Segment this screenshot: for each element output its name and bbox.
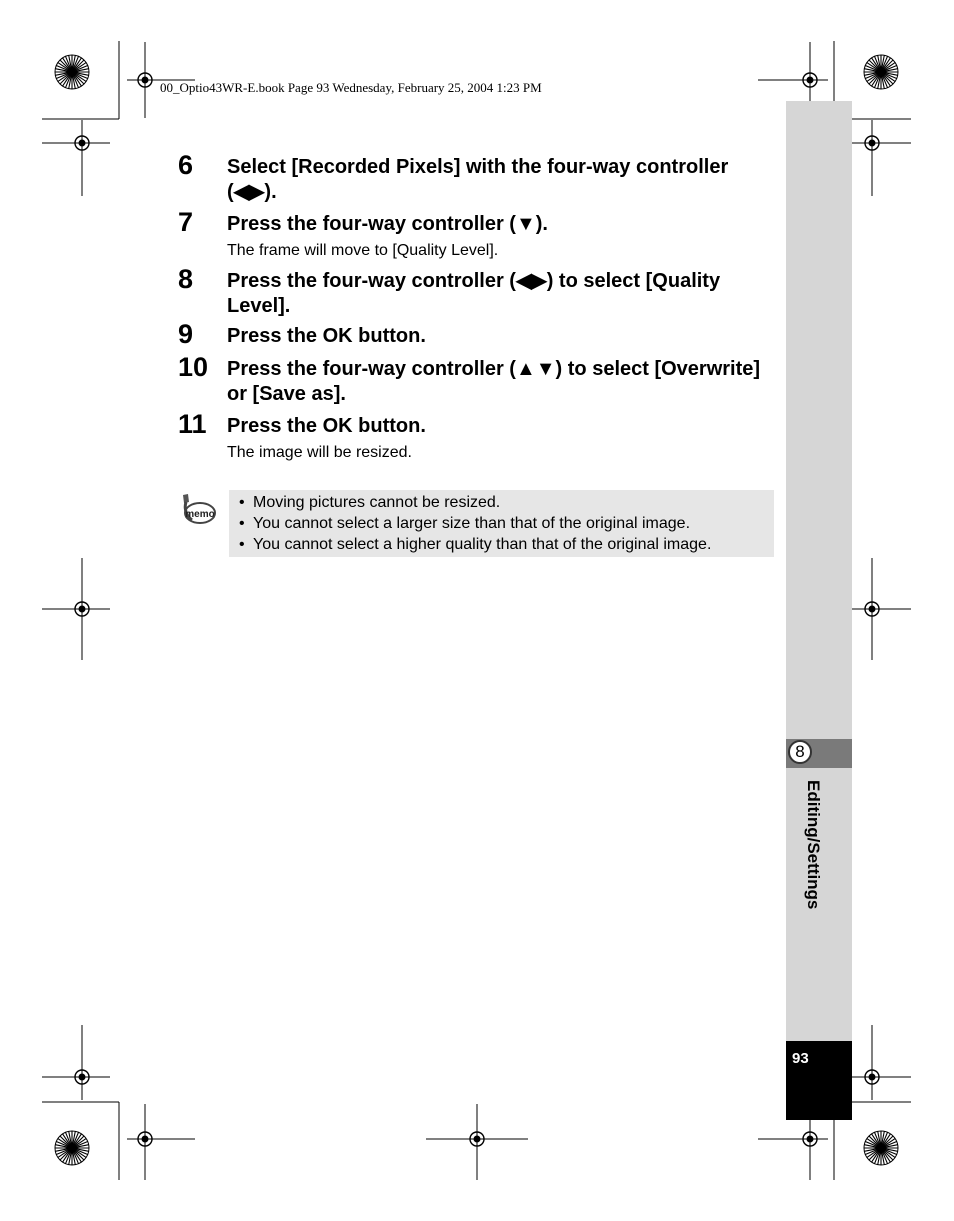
memo-item: • Moving pictures cannot be resized. — [239, 492, 774, 513]
step-number: 9 — [178, 319, 194, 349]
step-note: The image will be resized. — [227, 444, 412, 461]
memo-list — [229, 490, 774, 555]
step-instruction: Press the four-way controller (▲▼) to select [Overwrite] or [Save as]. — [227, 358, 761, 405]
memo-icon — [180, 492, 216, 526]
memo-item: • You cannot select a higher quality than that of the original image. — [239, 534, 774, 555]
step-number: 10 — [178, 352, 209, 382]
memo-box — [229, 490, 774, 557]
step-number: 7 — [178, 207, 194, 237]
page-header: 00_Optio43WR-E.book Page 93 Wednesday, February 25, 2004 1:23 PM — [160, 80, 542, 95]
step-instruction: Press the four-way controller (◀▶) to select [Quality Level]. — [227, 270, 721, 317]
chapter-title: Editing/Settings — [804, 780, 823, 910]
step-instruction: Press the OK button. — [227, 325, 426, 347]
step-instruction: Press the four-way controller (▼). — [227, 213, 548, 235]
page-number-box — [786, 1041, 852, 1120]
chapter-sidebar — [786, 101, 852, 1120]
page-number: 93 — [792, 1050, 809, 1067]
step-number: 8 — [178, 264, 194, 294]
memo-icon-label: memo — [185, 509, 215, 520]
memo-item: • You cannot select a larger size than that of the original image. — [239, 513, 774, 534]
step-number: 11 — [178, 409, 207, 439]
step-note: The frame will move to [Quality Level]. — [227, 242, 499, 259]
step-instruction: Select [Recorded Pixels] with the four-way controller (◀▶). — [227, 156, 729, 203]
step-instruction: Press the OK button. — [227, 415, 426, 437]
step-number: 6 — [178, 150, 194, 180]
chapter-number: 8 — [788, 740, 812, 764]
